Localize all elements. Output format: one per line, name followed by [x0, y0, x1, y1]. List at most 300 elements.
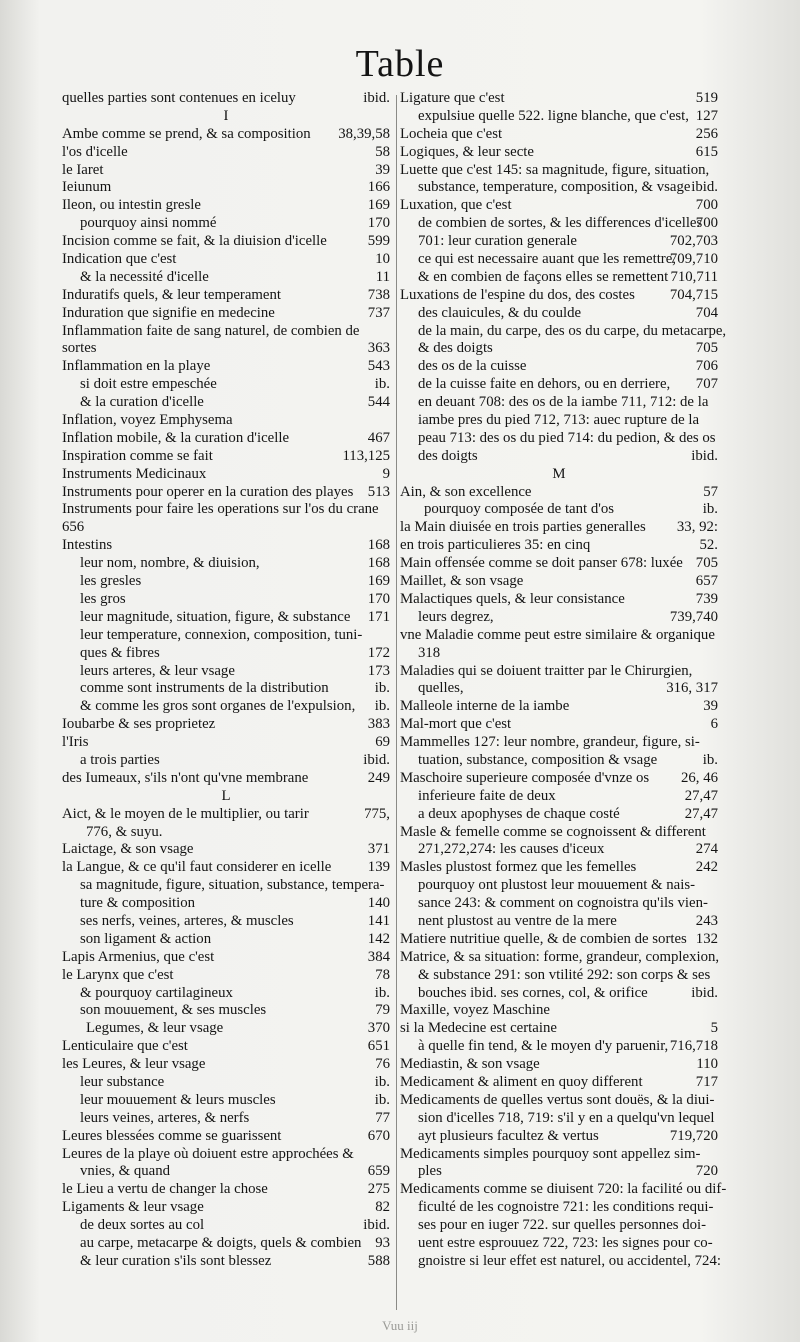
index-entry	[400, 645, 718, 663]
index-entry	[62, 1235, 390, 1253]
index-entry-text: en deuant 708: des os de la iambe 711, 712: de la	[418, 394, 709, 411]
index-entry	[400, 1128, 718, 1146]
index-entry	[62, 609, 390, 627]
index-entry	[62, 841, 390, 859]
page-reference: 127	[695, 107, 718, 124]
index-entry-text: leurs degrez,	[418, 608, 494, 625]
page-reference: 58	[375, 143, 390, 160]
index-entry-text: & substance 291: son vtilité 292: son corps & ses	[418, 966, 711, 983]
index-entry-text: Inflation, voyez Emphysema	[62, 412, 233, 429]
index-entry-text: inferieure faite de deux	[418, 787, 556, 804]
index-entry	[62, 627, 390, 645]
page-reference: ib.	[702, 501, 718, 518]
index-entry	[400, 233, 718, 251]
index-entry	[62, 1038, 390, 1056]
index-entry-text: vne Maladie comme peut estre similaire & organique	[400, 626, 715, 643]
index-entry-text: de combien de sortes, & les differences d'icelles	[418, 215, 703, 232]
index-entry	[400, 376, 718, 394]
index-entry-text: Induration que signifie en medecine	[62, 304, 275, 321]
page-reference: 543	[367, 358, 390, 375]
index-entry	[62, 645, 390, 663]
page-reference: 140	[367, 895, 390, 912]
index-entry-text: Maillet, & son vsage	[400, 573, 524, 590]
index-entry	[62, 287, 390, 305]
index-entry-text: & des doigts	[418, 340, 493, 357]
page-reference: 363	[367, 340, 390, 357]
index-entry-text: & en combien de façons elles se remettent	[418, 268, 669, 285]
index-entry	[62, 770, 390, 788]
page-reference: 737	[367, 304, 390, 321]
page-reference: 172	[367, 644, 390, 661]
index-entry	[62, 752, 390, 770]
page-reference: 6	[710, 716, 718, 733]
page-reference: 738	[367, 286, 390, 303]
index-entry	[62, 1092, 390, 1110]
index-entry	[400, 484, 718, 502]
index-entry	[62, 1002, 390, 1020]
page-reference: 719,720	[669, 1127, 718, 1144]
index-entry-text: nent plustost au ventre de la mere	[418, 912, 617, 929]
page-reference: 168	[367, 555, 390, 572]
index-entry-text: leur magnitude, situation, figure, & substance	[80, 608, 351, 625]
section-letter-heading	[400, 466, 718, 484]
index-entry	[62, 1181, 390, 1199]
section-letter: L	[221, 787, 231, 804]
index-entry	[400, 179, 718, 197]
page-reference: 93	[375, 1235, 390, 1251]
page-reference: 659	[367, 1163, 390, 1180]
index-entry-text: Masles plustost formez que les femelles	[400, 859, 637, 876]
index-entry-text: peau 713: des os du pied 714: du pedion, & des os	[418, 429, 716, 446]
index-entry	[62, 233, 390, 251]
page-reference: 39	[375, 161, 390, 178]
index-entry	[400, 913, 718, 931]
page-reference: 716,718	[669, 1038, 718, 1055]
index-entry	[62, 985, 390, 1003]
index-entry-text: Masle & femelle comme se cognoissent & different	[400, 823, 706, 840]
index-entry	[400, 358, 718, 376]
index-entry-text: ficulté de les cognoistre 721: les conditions requi-	[418, 1199, 714, 1216]
page-reference: 370	[367, 1020, 390, 1037]
page-reference: ibid.	[691, 447, 718, 464]
index-entry	[62, 716, 390, 734]
index-entry-text: Luette que c'est 145: sa magnitude, figure, situation,	[400, 161, 710, 178]
index-entry-text: pourquoy composée de tant d'os	[424, 501, 615, 518]
page-reference: 11	[375, 268, 390, 285]
index-entry	[62, 573, 390, 591]
index-entry-text: les gros	[80, 590, 126, 607]
page-reference: 657	[695, 573, 718, 590]
index-entry	[62, 1128, 390, 1146]
index-entry-text: en trois particulieres 35: en cinq	[400, 537, 591, 554]
index-entry	[62, 877, 390, 895]
index-entry-text: Inflammation en la playe	[62, 358, 211, 375]
page-reference: 10	[375, 251, 390, 268]
page-reference: 706	[695, 358, 718, 375]
index-entry-text: les Leures, & leur vsage	[62, 1056, 206, 1073]
index-entry-text: & leur curation s'ils sont blessez	[80, 1252, 272, 1269]
page-reference: 242	[695, 859, 718, 876]
section-letter-heading	[62, 788, 390, 806]
page-reference: 113,125	[342, 447, 390, 464]
index-entry-text: Maschoire superieure composée d'vnze os	[400, 769, 650, 786]
section-letter: I	[223, 107, 229, 124]
page-reference: ibid.	[363, 90, 390, 106]
index-entry	[62, 1253, 390, 1271]
index-entry-text: à quelle fin tend, & le moyen d'y paruenir,	[418, 1038, 669, 1055]
page-reference: 168	[367, 537, 390, 554]
index-entry	[400, 394, 718, 412]
index-entry	[400, 144, 718, 162]
index-entry	[400, 1110, 718, 1128]
index-entry-text: leurs arteres, & leur vsage	[80, 662, 235, 679]
column-divider	[396, 95, 397, 1310]
index-entry	[400, 269, 718, 287]
index-entry	[400, 340, 718, 358]
index-entry	[62, 144, 390, 162]
page-reference: 9	[382, 465, 390, 482]
index-entry	[400, 197, 718, 215]
index-entry	[400, 537, 718, 555]
index-entry-text: Medicament & aliment en quoy different	[400, 1073, 643, 1090]
index-entry-text: le Lieu a vertu de changer la chose	[62, 1181, 268, 1198]
page-reference: ibid.	[363, 751, 390, 768]
index-entry-text: ques & fibres	[80, 644, 160, 661]
index-entry	[62, 734, 390, 752]
page-reference: 79	[375, 1002, 390, 1019]
index-entry	[400, 215, 718, 233]
index-entry-text: Instruments Medicinaux	[62, 465, 207, 482]
index-entry	[62, 1110, 390, 1128]
index-entry-text: des os de la cuisse	[418, 358, 527, 375]
index-entry-text: Inflammation faite de sang naturel, de combien de	[62, 322, 360, 339]
index-entry	[400, 1056, 718, 1074]
index-entry	[400, 412, 718, 430]
index-entry-text: son mouuement, & ses muscles	[80, 1002, 267, 1019]
index-entry	[62, 484, 390, 502]
page-reference: 76	[375, 1056, 390, 1073]
index-entry-text: Mediastin, & son vsage	[400, 1056, 540, 1073]
index-entry	[62, 448, 390, 466]
index-entry-text: Luxation, que c'est	[400, 197, 512, 214]
index-entry-text: de la main, du carpe, des os du carpe, du metacarpe,	[418, 322, 727, 339]
page-reference: 739	[695, 590, 718, 607]
page-reference: 544	[367, 394, 390, 411]
index-entry-text: ayt plusieurs facultez & vertus	[418, 1127, 599, 1144]
index-entry	[62, 376, 390, 394]
index-entry-text: tuation, substance, composition & vsage	[418, 751, 658, 768]
page-reference: 599	[367, 233, 390, 250]
index-entry	[400, 555, 718, 573]
index-entry	[400, 716, 718, 734]
index-entry	[400, 591, 718, 609]
index-entry-text: Malleole interne de la iambe	[400, 698, 570, 715]
index-entry-text: pourquoy ont plustost leur mouuement & nais-	[418, 877, 696, 894]
page-reference: ib.	[374, 1091, 390, 1108]
page-reference: ib.	[374, 698, 390, 715]
index-entry	[62, 698, 390, 716]
page-reference: 169	[367, 197, 390, 214]
index-entry-text: la Langue, & ce qu'il faut considerer en icelle	[62, 859, 332, 876]
index-entry-text: de deux sortes au col	[80, 1217, 205, 1234]
page-reference: ib.	[374, 984, 390, 1001]
index-entry-text: Indication que c'est	[62, 251, 177, 268]
page-reference: 57	[703, 483, 718, 500]
index-entry-text: Locheia que c'est	[400, 125, 503, 142]
page-reference: 702,703	[669, 233, 718, 250]
index-entry-text: si la Medecine est certaine	[400, 1020, 557, 1037]
index-entry	[62, 1199, 390, 1217]
index-entry-text: leur mouuement & leurs muscles	[80, 1091, 276, 1108]
index-entry	[400, 108, 718, 126]
index-entry	[62, 1074, 390, 1092]
index-entry	[400, 663, 718, 681]
index-entry	[400, 1235, 718, 1253]
index-entry	[400, 985, 718, 1003]
index-entry	[400, 448, 718, 466]
index-entry-text: 318	[418, 644, 441, 661]
section-letter: M	[552, 465, 566, 482]
page-reference: 166	[367, 179, 390, 196]
index-entry	[400, 1217, 718, 1235]
index-entry	[400, 627, 718, 645]
index-entry	[400, 895, 718, 913]
index-entry-text: Laictage, & son vsage	[62, 841, 194, 858]
left-index-column	[62, 90, 390, 1271]
index-entry-text: a deux apophyses de chaque costé	[418, 805, 620, 822]
page-reference: 705	[695, 340, 718, 357]
page-reference: 139	[367, 859, 390, 876]
index-entry	[62, 90, 390, 108]
page-reference: 704	[695, 304, 718, 321]
index-entry	[400, 430, 718, 448]
index-entry	[400, 770, 718, 788]
page-reference: 170	[367, 215, 390, 232]
index-entry-text: & la necessité d'icelle	[80, 268, 209, 285]
page-reference: 169	[367, 573, 390, 590]
index-entry-text: & comme les gros sont organes de l'expulsion,	[80, 698, 356, 715]
page-reference: 316, 317	[666, 680, 718, 697]
index-entry-text: Inflation mobile, & la curation d'icelle	[62, 429, 290, 446]
page-reference: 171	[367, 608, 390, 625]
index-entry-text: leurs veines, arteres, & nerfs	[80, 1109, 250, 1126]
index-entry	[62, 895, 390, 913]
index-entry	[400, 126, 718, 144]
index-entry	[62, 824, 390, 842]
index-entry-text: Medicaments comme se diuisent 720: la facilité ou dif-	[400, 1181, 727, 1198]
index-entry-text: leur substance	[80, 1073, 165, 1090]
index-entry-text: ses nerfs, veines, arteres, & muscles	[80, 912, 294, 929]
index-entry	[62, 269, 390, 287]
index-entry	[62, 949, 390, 967]
index-entry-text: Ioubarbe & ses proprietez	[62, 716, 216, 733]
index-entry	[62, 519, 390, 537]
index-entry-text: ce qui est necessaire auant que les remettre,	[418, 251, 676, 268]
index-entry	[62, 1217, 390, 1235]
index-entry	[400, 734, 718, 752]
index-entry	[62, 967, 390, 985]
index-entry	[400, 1252, 721, 1271]
page-reference: 704,715	[669, 286, 718, 303]
index-entry-text: 776, & suyu.	[86, 823, 163, 840]
index-entry	[400, 519, 718, 537]
page-reference: 77	[375, 1109, 390, 1126]
index-entry-text: son ligament & action	[80, 930, 212, 947]
index-entry	[62, 305, 390, 323]
index-entry-text: Ileon, ou intestin gresle	[62, 197, 201, 214]
page-reference: 467	[367, 429, 390, 446]
index-entry-text: ses pour en iuger 722. sur quelles personnes doi-	[418, 1217, 707, 1234]
page-reference: 371	[367, 841, 390, 858]
index-entry-text: Mammelles 127: leur nombre, grandeur, figure, si-	[400, 734, 700, 751]
index-entry	[400, 931, 718, 949]
index-entry	[62, 931, 390, 949]
index-entry-text: bouches ibid. ses cornes, col, & orifice	[418, 984, 648, 1001]
page-reference: 384	[367, 948, 390, 965]
index-entry	[62, 913, 390, 931]
index-entry-text: Main offensée comme se doit panser 678: luxée	[400, 555, 683, 572]
index-entry-text: sortes	[62, 340, 97, 357]
page-reference: ibid.	[691, 179, 718, 196]
index-entry	[400, 1074, 718, 1092]
index-entry	[400, 1181, 727, 1199]
index-entry	[400, 788, 718, 806]
page-reference: ib.	[374, 1073, 390, 1090]
page-reference: 720	[695, 1163, 718, 1180]
index-entry-text: sion d'icelles 718, 719: s'il y en a quelqu'vn lequel	[418, 1109, 715, 1126]
index-entry-text: Maladies qui se doiuent traitter par le Chirurgien,	[400, 662, 693, 679]
index-entry-text: Ieiunum	[62, 179, 112, 196]
index-entry	[62, 251, 390, 269]
index-entry-text: leur nom, nombre, & diuision,	[80, 555, 260, 572]
index-entry	[62, 358, 390, 376]
index-entry	[400, 90, 718, 108]
index-entry-text: Logiques, & leur secte	[400, 143, 534, 160]
page-reference: 249	[367, 769, 390, 786]
index-entry	[62, 179, 390, 197]
page-reference: 274	[695, 841, 718, 858]
index-entry	[400, 162, 718, 180]
page-reference: 27,47	[684, 787, 718, 804]
index-entry-text: Matrice, & sa situation: forme, grandeur, complexion,	[400, 948, 720, 965]
index-entry-text: gnoistre si leur effet est naturel, ou accidentel, 724:	[418, 1252, 721, 1269]
index-entry	[400, 501, 718, 519]
index-entry-text: Instruments pour faire les operations sur l'os du crane	[62, 501, 379, 518]
index-entry	[62, 197, 390, 215]
index-entry	[400, 609, 718, 627]
index-entry	[62, 126, 390, 144]
index-entry-text: Induratifs quels, & leur temperament	[62, 286, 282, 303]
index-entry-text: Ligaments & leur vsage	[62, 1199, 204, 1216]
page-reference: 52.	[699, 537, 718, 554]
page-reference: 717	[695, 1073, 718, 1090]
index-entry-text: des doigts	[418, 447, 478, 464]
index-entry	[62, 430, 390, 448]
index-entry	[400, 305, 718, 323]
page-reference: 132	[695, 930, 718, 947]
index-entry	[62, 340, 390, 358]
index-entry-text: la Main diuisée en trois parties generalles	[400, 519, 646, 536]
page-reference: 651	[367, 1038, 390, 1055]
index-entry	[62, 663, 390, 681]
index-entry-text: Intestins	[62, 537, 113, 554]
index-entry-text: 271,272,274: les causes d'iceux	[418, 841, 605, 858]
index-entry-text: le Iaret	[62, 161, 104, 178]
page-reference: 243	[695, 912, 718, 929]
index-entry	[400, 322, 727, 341]
index-entry-text: Inspiration comme se fait	[62, 447, 213, 464]
page-reference: ibid.	[363, 1217, 390, 1234]
page-reference: 33, 92:	[676, 519, 718, 536]
index-entry	[62, 215, 390, 233]
page-reference: ib.	[374, 376, 390, 393]
index-entry-text: Ambe comme se prend, & sa composition	[62, 125, 311, 142]
index-entry	[400, 1199, 718, 1217]
index-entry	[62, 394, 390, 412]
index-entry	[400, 824, 718, 842]
page-reference: 588	[367, 1252, 390, 1269]
index-entry-text: sa magnitude, figure, situation, substance, tempera-	[80, 877, 385, 894]
index-entry	[62, 806, 390, 824]
page-title: Table	[355, 43, 445, 85]
index-entry-text: Mal-mort que c'est	[400, 716, 512, 733]
index-entry	[62, 1146, 390, 1164]
index-entry-text: substance, temperature, composition, & vsage	[418, 179, 691, 196]
index-entry	[400, 967, 718, 985]
index-entry	[62, 859, 390, 877]
index-entry-text: au carpe, metacarpe & doigts, quels & combien	[80, 1235, 362, 1251]
page-reference: 38,39,58	[338, 125, 390, 142]
index-entry-text: Matiere nutritiue quelle, & de combien de sortes	[400, 930, 687, 947]
page-reference: 513	[367, 483, 390, 500]
index-entry-text: Maxille, voyez Maschine	[400, 1002, 550, 1019]
index-entry-text: uent estre esprouuez 722, 723: les signes pour co-	[418, 1235, 713, 1251]
page-reference: 519	[695, 90, 718, 106]
index-entry	[62, 501, 390, 519]
page-reference: 256	[695, 125, 718, 142]
index-entry	[400, 949, 718, 967]
index-entry-text: quelles,	[418, 680, 464, 697]
section-letter-heading	[62, 108, 390, 126]
index-entry-text: le Larynx que c'est	[62, 966, 174, 983]
page-reference: 27,47	[684, 805, 718, 822]
page-reference: 142	[367, 930, 390, 947]
page-reference: 82	[375, 1199, 390, 1216]
index-entry	[62, 1163, 390, 1181]
index-entry	[400, 841, 718, 859]
page-reference: ib.	[374, 680, 390, 697]
page-reference: 710,711	[670, 268, 718, 285]
index-entry-text: Medicaments de quelles vertus sont douës, & la diui-	[400, 1091, 715, 1108]
index-entry	[400, 287, 718, 305]
page-reference: ibid.	[691, 984, 718, 1001]
page-reference: ib.	[702, 751, 718, 768]
index-entry	[400, 859, 718, 877]
index-entry-text: de la cuisse faite en dehors, ou en derriere,	[418, 376, 671, 393]
index-entry-text: Ligature que c'est	[400, 90, 505, 106]
index-entry	[400, 251, 718, 269]
page-signature: Vuu iij	[382, 1318, 418, 1333]
page-reference: 39	[703, 698, 718, 715]
index-entry-text: Lenticulaire que c'est	[62, 1038, 188, 1055]
index-entry	[400, 1038, 718, 1056]
page-reference: 615	[695, 143, 718, 160]
index-entry-text: l'os d'icelle	[62, 143, 128, 160]
index-entry	[400, 1163, 718, 1181]
index-entry	[62, 591, 390, 609]
index-entry	[400, 1092, 718, 1110]
index-entry-text: 701: leur curation generale	[418, 233, 577, 250]
